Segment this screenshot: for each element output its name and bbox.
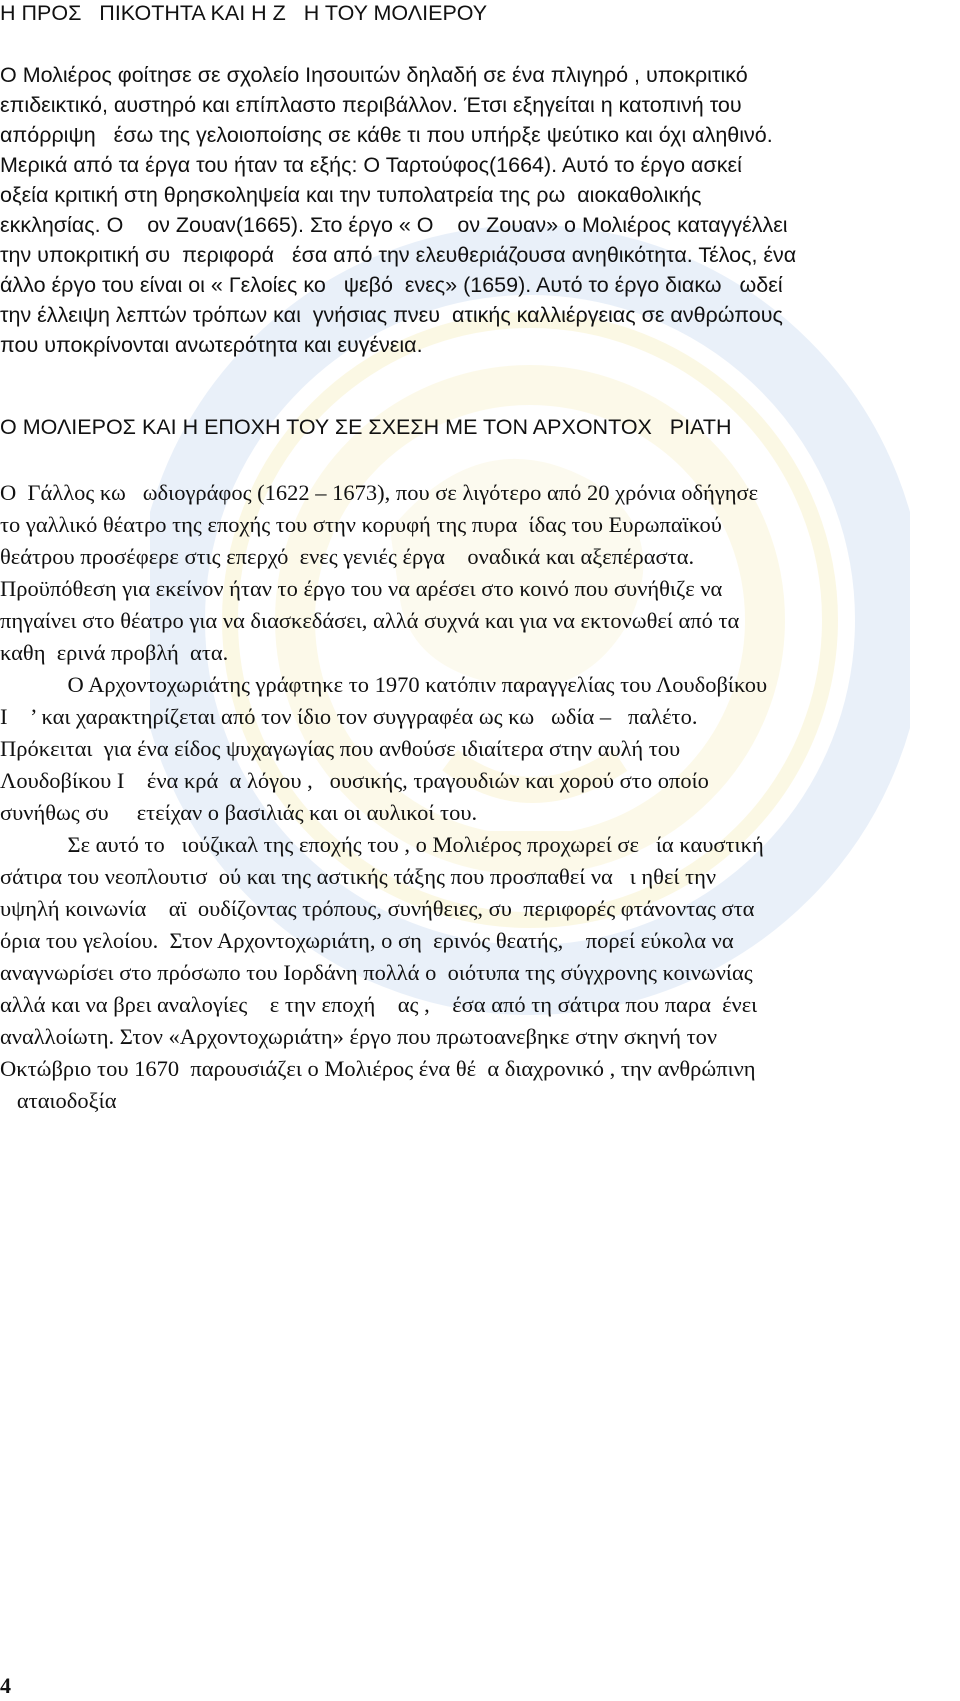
paragraph-line: Σε αυτό το ιούζικαλ της εποχής του , ο Μολιέρος προχωρεί σε ία καυστική [0, 832, 764, 857]
paragraph-line: την έλλειψη λεπτών τρόπων και γνήσιας πνευ ατικής καλλιέργειας σε ανθρώπους [0, 303, 783, 327]
paragraph-line: άλλο έργο του είναι οι « Γελοίες κο ψεβό ενες» (1659). Αυτό το έργο διακω ωδεί [0, 273, 783, 297]
paragraph-line: Ο Αρχοντοχωριάτης γράφτηκε το 1970 κατόπιν παραγγελίας του Λουδοβίκου [0, 672, 768, 697]
paragraph-line: εκκλησίας. Ο ον Ζουαν(1665). Στο έργο « Ο ον Ζουαν» ο Μολιέρος καταγγέλλει [0, 213, 788, 237]
paragraph-line: υψηλή κοινωνία αϊ ουδίζοντας τρόπους, συνήθειες, συ περιφορές φτάνοντας στα [0, 896, 755, 921]
page-number: 4 [0, 1673, 11, 1698]
paragraph-line: αναλλοίωτη. Στον «Αρχοντοχωριάτη» έργο που πρωτοανεβηκε στην σκηνή τον [0, 1024, 718, 1049]
paragraph-line: το γαλλικό θέατρο της εποχής του στην κορυφή της πυρα ίδας του Ευρωπαϊκού [0, 512, 722, 537]
paragraph-line: θεάτρου προσέφερε στις επερχό ενες γενιές έργα οναδικά και αξεπέραστα. [0, 544, 695, 569]
section-heading: Ο ΜΟΛΙΕΡΟΣ ΚΑΙ Η ΕΠΟΧΗ ΤΟΥ ΣΕ ΣΧΕΣΗ ΜΕ ΤΟΝ ΑΡΧΟΝΤΟΧ ΡΙΑΤΗ [0, 415, 732, 439]
paragraph-line: που υποκρίνονται ανωτερότητα και ευγένεια. [0, 333, 423, 357]
paragraph-line: Λουδοβίκου Ι ένα κρά α λόγου , ουσικής, τραγουδιών και χορού στο οποίο [0, 768, 709, 793]
paragraph-line: πηγαίνει στο θέατρο για να διασκεδάσει, αλλά συχνά και για να εκτονωθεί από τα [0, 608, 740, 633]
paragraph-line: σάτιρα του νεοπλουτισ ού και της αστικής τάξης που προσπαθεί να ι ηθεί την [0, 864, 717, 889]
paragraph-line: όρια του γελοίου. Στον Αρχοντοχωριάτη, ο ση ερινός θεατής, πορεί εύκολα να [0, 928, 734, 953]
paragraph-line: Ο Μολιέρος φοίτησε σε σχολείο Ιησουιτών δηλαδή σε ένα πλιγηρό , υποκριτικό [0, 63, 748, 87]
paragraph-line: αλλά και να βρει αναλογίες ε την εποχή ας , έσα από τη σάτιρα που παρα ένει [0, 992, 758, 1017]
paragraph-line: συνήθως συ ετείχαν ο βασιλιάς και οι αυλικοί του. [0, 800, 478, 825]
paragraph-line: Προϋπόθεση για εκείνον ήταν το έργο του να αρέσει στο κοινό που συνήθιζε να [0, 576, 723, 601]
paragraph-line: Ι ’ και χαρακτηρίζεται από τον ίδιο τον συγγραφέα ως κω ωδία – παλέτο. [0, 704, 698, 729]
paragraph-line: αναγνωρίσει στο πρόσωπο του Ιορδάνη πολλά ο οιότυπα της σύγχρονης κοινωνίας [0, 960, 753, 985]
paragraph-line: αταιοδοξία [0, 1088, 117, 1113]
paragraph-line: Ο Γάλλος κω ωδιογράφος (1622 – 1673), που σε λιγότερο από 20 χρόνια οδήγησε [0, 480, 759, 505]
paragraph-line: Οκτώβριο του 1670 παρουσιάζει ο Μολιέρος ένα θέ α διαχρονικό , την ανθρώπινη [0, 1056, 756, 1081]
paragraph-line: Πρόκειται για ένα είδος ψυχαγωγίας που ανθούσε ιδιαίτερα στην αυλή του [0, 736, 681, 761]
paragraph-line: οξεία κριτική στη θρησκοληψεία και την τυπολατρεία της ρω αιοκαθολικής [0, 183, 702, 207]
paragraph-line: Μερικά από τα έργα του ήταν τα εξής: Ο Ταρτούφος(1664). Αυτό το έργο ασκεί [0, 153, 742, 177]
paragraph-line: καθη ερινά προβλή ατα. [0, 640, 229, 665]
section-heading: Η ΠΡΟΣ ΠΙΚΟΤΗΤΑ ΚΑΙ Η Ζ Η ΤΟΥ ΜΟΛΙΕΡΟΥ [0, 1, 488, 25]
paragraph-line: απόρριψη έσω της γελοιοποίσης σε κάθε τι που υπήρξε ψεύτικο και όχι αληθινό. [0, 123, 773, 147]
paragraph-line: επιδεικτικό, αυστηρό και επίπλαστο περιβάλλον. Έτσι εξηγείται η κατοπινή του [0, 93, 742, 117]
paragraph-line: την υποκριτική συ περιφορά έσα από την ελευθεριάζουσα ανηθικότητα. Τέλος, ένα [0, 243, 797, 267]
